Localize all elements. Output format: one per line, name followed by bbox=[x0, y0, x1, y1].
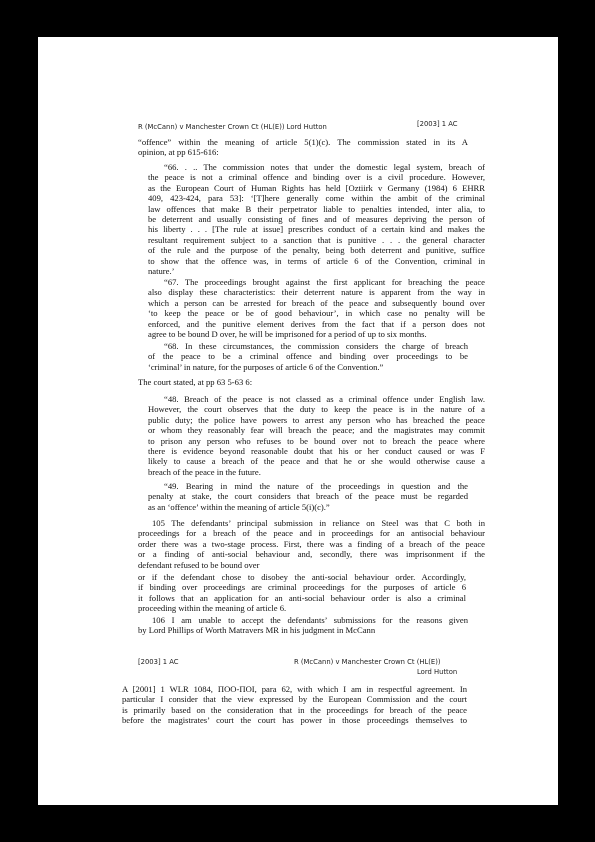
text-line: also display these characteristics: their deterrent nature is apparent from the way in bbox=[148, 287, 485, 298]
running-header-2-left: [2003] 1 AC bbox=[138, 658, 179, 666]
text-line: to prison any person who refuses to be bound over not to breach the peace where bbox=[148, 435, 485, 446]
text-line: public duty; the police have powers to arrest any person who has breached the peace bbox=[148, 414, 485, 425]
running-header-left: R (McCann) v Manchester Crown Ct (HL(E)) Lord Hutton bbox=[138, 123, 327, 131]
text-line: or a finding of anti-social behaviour and, secondly, there was imprisonment if the bbox=[138, 549, 485, 560]
text-line: “offence” within the meaning of article 5(1)(c). The commission stated in its A bbox=[138, 137, 468, 147]
text-line: order there was a two-stage process. First, there was a finding of a breach of the peace bbox=[138, 538, 485, 549]
text-line: or whom they reasonably fear will breach the peace; and the magistrates may commit bbox=[148, 425, 485, 436]
text-line: particular I consider that the view expressed by the European Commission and the court bbox=[122, 694, 467, 705]
quote-para-66 bbox=[148, 162, 485, 276]
text-line: or if the defendant chose to disobey the anti-social behaviour order. Accordingly, bbox=[138, 572, 466, 582]
text-line: as the European Court of Human Rights has held [Oztiirk v Germany (1984) 6 EHRR bbox=[148, 182, 485, 193]
text-line: as an ‘offence’ within the meaning of article 5(i)(c).” bbox=[148, 501, 330, 512]
text-line: is primarily based on the consideration that in the proceedings for breach of the peace bbox=[122, 704, 467, 715]
text-line: proceedings for a breach of the peace and in proceedings for an antisocial behaviour bbox=[138, 528, 485, 539]
text-line: proceeding within the meaning of article 6. bbox=[138, 603, 287, 614]
intro-paragraph bbox=[138, 137, 468, 158]
text-line: ‘to keep the peace or be of good behaviour’, in which case no penalty will be bbox=[148, 308, 485, 319]
paragraph-105-continued bbox=[138, 572, 466, 614]
text-line: However, the court observes that the duty to keep the peace is in the nature of a bbox=[148, 404, 485, 415]
quote-para-67 bbox=[148, 277, 485, 339]
text-line: 409, 423-424, para 53]: ‘[T]here generally come within the ambit of the criminal bbox=[148, 193, 485, 204]
text-line: it follows that an application for an anti-social behaviour order is also a criminal bbox=[138, 592, 466, 603]
text-line: be deterrent and usually consisting of fines and of measures depriving the person of bbox=[148, 213, 485, 224]
text-line: breach of the peace in the future. bbox=[148, 466, 261, 477]
text-line: defendant refused to be bound over bbox=[138, 559, 260, 570]
running-header-right: [2003] 1 AC bbox=[417, 120, 458, 128]
text-line: opinion, at pp 615-616: bbox=[138, 147, 219, 158]
text-line: by Lord Phillips of Worth Matravers MR in his judgment in McCann bbox=[138, 625, 376, 636]
quote-para-48 bbox=[148, 394, 485, 477]
paragraph-105 bbox=[138, 518, 485, 570]
text-line: law offences that make B their perpetrator liable to penalties intended, inter alia, to bbox=[148, 203, 485, 214]
text-line: his liberty . . . [The rule at issue] prescribes conduct of a certain kind and makes the bbox=[148, 224, 485, 235]
text-line: resultant requirement subject to a sanction that is punitive . . . the general character bbox=[148, 234, 485, 245]
text-line: likely to cause a breach of the peace and that he or she would otherwise cause a bbox=[148, 456, 485, 467]
text-line: which a person can be arrested for breach of the peace and subsequently bound over bbox=[148, 297, 485, 308]
text-line: if binding over proceedings are criminal proceedings for the purposes of article 6 bbox=[138, 582, 466, 593]
quote-para-68 bbox=[148, 341, 468, 372]
text-line: “68. In these circumstances, the commission considers the charge of breach bbox=[164, 341, 468, 351]
text-line: there is evidence beyond reasonable doubt that his or her conduct caused or was F bbox=[148, 445, 485, 456]
running-header-2-center: R (McCann) v Manchester Crown Ct (HL(E)) bbox=[294, 658, 441, 666]
text-line: “49. Bearing in mind the nature of the proceedings in question and the bbox=[164, 481, 468, 491]
running-header-2-right: Lord Hutton bbox=[417, 668, 458, 676]
text-line: A [2001] 1 WLR 1084, ПОО-ПОІ, para 62, with which I am in respectful agreement. In bbox=[122, 684, 467, 694]
text-line: “48. Breach of the peace is not classed as a criminal offence under English law. bbox=[164, 394, 485, 404]
final-paragraph bbox=[122, 684, 467, 726]
text-line: of the peace to be a criminal offence and binding over proceedings to be bbox=[148, 351, 468, 362]
text-line: 106 I am unable to accept the defendants’ submissions for the reasons given bbox=[152, 615, 468, 625]
quote-para-49 bbox=[148, 481, 468, 512]
text-line: “66. . .. The commission notes that under the domestic legal system, breach of bbox=[164, 162, 485, 172]
text-line: enforced, and the punitive element derives from the fact that if a person does not bbox=[148, 318, 485, 329]
text-line: 105 The defendants’ principal submission in reliance on Steel was that C both in bbox=[152, 518, 485, 528]
text-line: the peace is not a criminal offence and binding over is a civil procedure. However, bbox=[148, 172, 485, 183]
document-page bbox=[38, 37, 558, 805]
text-line: to show that the offence was, in terms of article 6 of the Convention, criminal in bbox=[148, 255, 485, 266]
text-line: of the rule and the purpose of the penalty, being both deterrent and punitive, suffice bbox=[148, 245, 485, 256]
text-line: penalty at stake, the court considers that breach of the peace must be regarded bbox=[148, 491, 468, 502]
text-line: agree to be bound D over, he will be imprisoned for a period of up to six months. bbox=[148, 328, 427, 339]
court-stated-line: The court stated, at pp 63 5-63 6: bbox=[138, 377, 253, 387]
paragraph-106 bbox=[138, 615, 468, 636]
text-line: before the magistrates’ court the court has power in those proceedings themselves to bbox=[122, 715, 467, 726]
text-line: ‘criminal’ in nature, for the purposes of article 6 of the Convention.” bbox=[148, 361, 384, 372]
text-line: nature.’ bbox=[148, 265, 175, 276]
text-line: “67. The proceedings brought against the first applicant for breaching the peace bbox=[164, 277, 485, 287]
